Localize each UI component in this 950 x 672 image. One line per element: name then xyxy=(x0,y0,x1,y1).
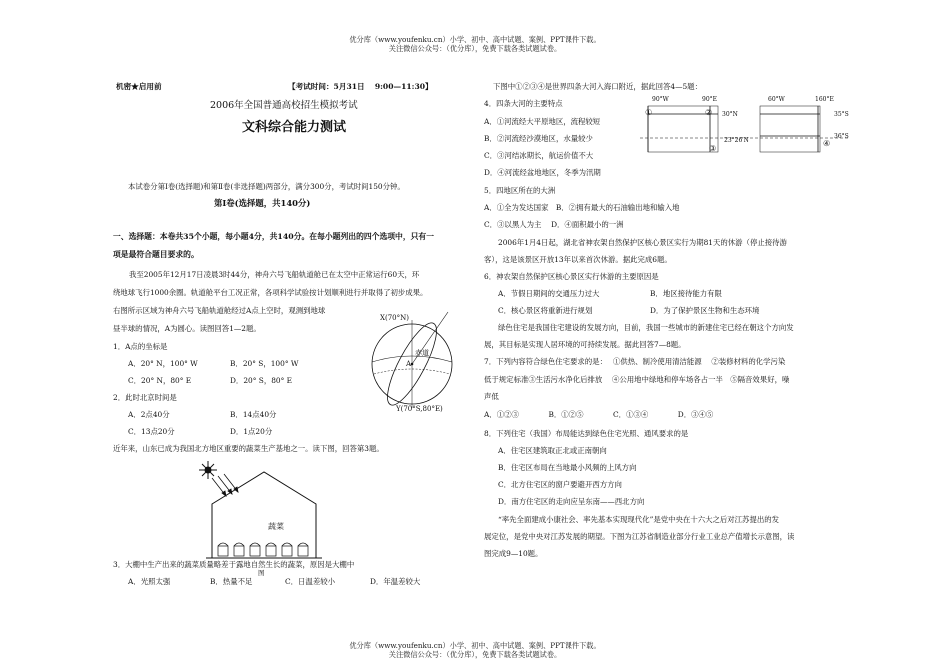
question-8: 8．下列住宅（我国）布局能达到绿色住宅光照、通风要求的是 xyxy=(484,429,689,438)
q3-option-c: C．日温差较小 xyxy=(285,577,335,586)
right-passage-3: 绿色住宅是我国住宅建设的发展方向，目前，我国一些城市的新建住宅已经在朝这个方向发 xyxy=(498,323,794,332)
q2-option-d: D．1点20分 xyxy=(230,427,273,436)
q8-option-a: A．住宅区建筑取正北或正南朝向 xyxy=(498,446,607,455)
right-passage-1: 2006年1月4日起，湖北省神农架自然保护区核心景区实行为期81天的休游（停止接待游 xyxy=(498,238,787,247)
footer-line-2: 关注微信公众号：（优分库），免费下载各类试题试卷。 xyxy=(388,650,562,659)
globe-figure xyxy=(360,308,470,420)
q6-option-a: A．节假日期间的交通压力过大 xyxy=(498,289,600,298)
q2-option-b: B．14点40分 xyxy=(230,410,277,419)
sun-rays-arrows xyxy=(212,474,238,496)
q3-option-a: A．光照太强 xyxy=(128,577,171,586)
right-passage-4: 展，其目标是实现人居环境的可持续发展。据此回答7—8题。 xyxy=(484,340,686,349)
map-lon-90w: 90°W xyxy=(652,96,669,103)
q1-option-a: A．20° N，100° W xyxy=(128,359,198,368)
q4-option-a: A．①河流经大平原地区，流程较短 xyxy=(484,117,601,126)
passage-3: 右图所示区域为神舟六号飞船轨道舱经过A点上空时，观测到地球 xyxy=(113,306,326,315)
q2-option-c: C．13点20分 xyxy=(128,427,175,436)
passage-1: 我至2005年12月17日凌晨3时44分，神舟六号飞船轨道舱已在太空中正常运行60天，环 xyxy=(129,270,420,279)
passage-5: 近年来，山东已成为我国北方地区重要的蔬菜生产基地之一。读下图，回答第3题。 xyxy=(113,444,384,453)
q4-option-b: B．②河流经沙漠地区，水量较少 xyxy=(484,134,593,143)
right-passage-7: 图完成9—10题。 xyxy=(484,549,543,558)
q6-option-c: C．核心景区将重新进行规划 xyxy=(498,306,593,315)
map-lon-90e: 90°E xyxy=(702,96,718,103)
globe-equator-label: 赤道 xyxy=(415,349,429,357)
greenhouse-label: 蔬菜 xyxy=(268,522,284,531)
q5-options-cd: C．③以黑人为主 D．④面积最小的一洲 xyxy=(484,220,624,229)
question-1: 1．A点的坐标是 xyxy=(113,342,168,351)
right-passage-5: “率先全面建成小康社会、率先基本实现现代化”是党中央在十六大之后对江苏提出的发 xyxy=(498,515,780,524)
header-line-2: 关注微信公众号：（优分库），免费下载各类试题试卷。 xyxy=(388,44,562,53)
intro-text: 本试卷分第Ⅰ卷(选择题)和第Ⅱ卷(非选择题)两部分，满分300分，考试时间150分钟。 xyxy=(128,182,405,191)
right-intro: 下图中①②③④是世界四条大河入海口附近，据此回答4—5题： xyxy=(493,82,702,91)
right-passage-2: 客），这是该景区开放13年以来首次休游。据此完成6题。 xyxy=(484,255,672,264)
map-lon-160e: 160°E xyxy=(815,96,834,103)
question-5: 5．四地区所在的大洲 xyxy=(484,186,556,195)
q7-options: A．①②③ B．①②⑤ C．①③④ D．③④⑤ xyxy=(484,410,714,419)
river-maps-figure xyxy=(640,100,850,160)
map-lat-35s: 35°S xyxy=(834,111,849,118)
question-6: 6．神农架自然保护区核心景区实行休游的主要原因是 xyxy=(484,272,659,281)
question-2: 2．此时北京时间是 xyxy=(113,393,177,402)
map-marker-4: ④ xyxy=(823,139,831,148)
map-lon-60w: 60°W xyxy=(768,96,785,103)
q4-option-c: C．③河结冰期长，航运价值不大 xyxy=(484,151,594,160)
greenhouse-caption: 图 xyxy=(258,569,265,577)
instruction-line-2: 项是最符合题目要求的。 xyxy=(113,250,199,259)
map-lat-30n: 30°N xyxy=(722,111,738,118)
q6-option-b: B．地区接待能力有限 xyxy=(650,289,722,298)
exam-title: 2006年全国普通高校招生模拟考试 xyxy=(210,100,358,111)
exam-time: 【考试时间：5月31日 9:00—11:30】 xyxy=(288,82,433,91)
instruction-line-1: 一、选择题：本卷共35个小题，每小题4分，共140分。在每小题列出的四个选项中，只有一 xyxy=(113,232,435,241)
header-line-1: 优分库（www.youfenku.cn）小学、初中、高中试题、案例、PPT课件下载。 xyxy=(349,35,601,44)
globe-top-label: X(70°N) xyxy=(380,314,409,322)
passage-2: 绕地球飞行1000余圈。轨道舱平台工况正常，各项科学试验按计划顺利进行并取得了初步成果。 xyxy=(113,288,428,297)
sun-icon xyxy=(199,461,217,479)
map-marker-1: ① xyxy=(645,108,653,117)
question-7-line-3: 声低 xyxy=(484,392,499,401)
subject-title: 文科综合能力测试 xyxy=(242,120,347,135)
question-7-line-1: 7．下列内容符合绿色住宅要求的是： ①供热、制冷使用清洁能源 ②装修材料的化学污染 xyxy=(484,357,786,366)
passage-4: 昼半球的情况，A为圆心。读图回答1—2题。 xyxy=(113,324,261,333)
question-3: 3．大棚中生产出来的蔬菜质量略差于露地自然生长的蔬菜，原因是大棚中 xyxy=(113,560,355,569)
q1-option-b: B．20° S，100° W xyxy=(230,359,299,368)
q2-option-a: A．2点40分 xyxy=(128,410,170,419)
q1-option-d: D．20° S，80° E xyxy=(230,376,293,385)
q8-option-b: B．住宅区布局在当地最小风频的上风方向 xyxy=(498,463,637,472)
map-marker-2: ② xyxy=(705,108,713,117)
q1-option-c: C．20° N，80° E xyxy=(128,376,192,385)
q8-option-c: C．北方住宅区的窗户要避开西方方向 xyxy=(498,480,622,489)
q4-option-d: D．④河流经盆地地区，冬季为汛期 xyxy=(484,168,601,177)
q3-option-b: B．热量不足 xyxy=(210,577,253,586)
map-right-frame xyxy=(760,106,820,152)
secret-label: 机密★启用前 xyxy=(116,82,162,91)
q5-options-ab: A．①全为发达国家 B．②拥有最大的石油输出地和输入地 xyxy=(484,203,680,212)
vegetable-plants xyxy=(218,543,308,556)
section-title: 第Ⅰ卷(选择题，共140分) xyxy=(214,198,311,208)
footer-line-1: 优分库（www.youfenku.cn）小学、初中、高中试题、案例、PPT课件下载。 xyxy=(349,641,601,650)
q3-option-d: D．年温差较大 xyxy=(370,577,421,586)
q8-option-d: D．南方住宅区的走向应呈东南——西北方向 xyxy=(498,497,645,506)
question-7-line-2: 低于规定标准③生活污水净化后排放 ④公用地中绿地和停车场各占一半 ⑤隔音效果好，噪 xyxy=(484,375,790,384)
right-passage-6: 展定位，是党中央对江苏发展的期望。下图为江苏省制造业部分行业工业总产值增长示意图，读 xyxy=(484,532,795,541)
question-4: 4．四条大河的主要特点 xyxy=(484,99,563,108)
globe-point-label: A xyxy=(406,360,412,368)
map-lat-36s: 36°S xyxy=(834,133,849,140)
map-marker-3: ③ xyxy=(709,144,717,153)
q6-option-d: D．为了保护景区生物和生态环境 xyxy=(650,306,760,315)
globe-bottom-label: Y(70°S,80°E) xyxy=(396,405,443,413)
map-lat-23n: 23°26′N xyxy=(724,137,749,144)
greenhouse-figure xyxy=(198,460,328,572)
